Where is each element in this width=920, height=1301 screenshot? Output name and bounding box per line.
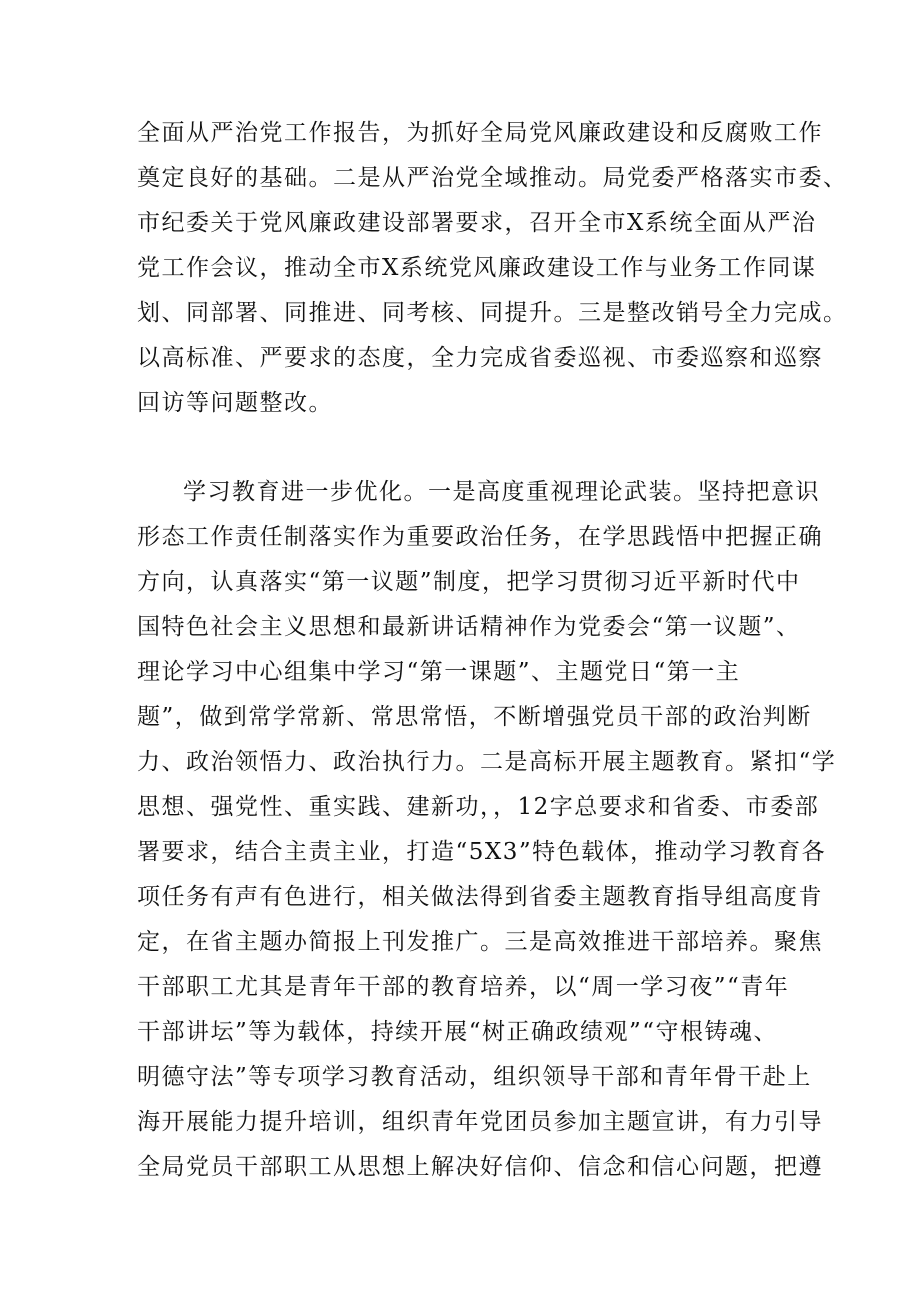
paragraph-2-line-12: 干部职工尤其是青年干部的教育培养，以“周一学习夜”“青年 bbox=[137, 974, 790, 1000]
paragraph-2-line-15: 海开展能力提升培训，组织青年党团员参加主题宣讲，有力引导 bbox=[137, 1109, 823, 1135]
paragraph-1-line-6: 以高标准、严要求的态度，全力完成省委巡视、市委巡察和巡察 bbox=[137, 345, 823, 371]
paragraph-2-line-4: 国特色社会主义思想和最新讲话精神作为党委会“第一议题”、 bbox=[137, 614, 801, 640]
paragraph-2-line-7: 力、政治领悟力、政治执行力。二是高标开展主题教育。紧扣“学 bbox=[137, 749, 837, 775]
paragraph-2-line-6: 题”，做到常学常新、常思常悟，不断增强党员干部的政治判断 bbox=[137, 704, 812, 730]
paragraph-2-line-1: 学习教育进一步优化。一是高度重视理论武装。坚持把意识 bbox=[183, 479, 820, 505]
paragraph-2-line-2: 形态工作责任制落实作为重要政治任务，在学思践悟中把握正确 bbox=[137, 524, 823, 550]
paragraph-1-line-1: 全面从严治党工作报告，为抓好全局党风廉政建设和反腐败工作 bbox=[137, 120, 823, 146]
paragraph-2-line-14: 明德守法”等专项学习教育活动，组织领导干部和青年骨干赴上 bbox=[137, 1064, 812, 1090]
paragraph-2-line-13: 干部讲坛”等为载体，持续开展“树正确政绩观”“守根铸魂、 bbox=[137, 1019, 779, 1045]
paragraph-2-line-16: 全局党员干部职工从思想上解决好信仰、信念和信心问题，把遵 bbox=[137, 1154, 823, 1180]
paragraph-1-line-2: 奠定良好的基础。二是从严治党全域推动。局党委严格落实市委、 bbox=[137, 165, 848, 191]
paragraph-1-line-5: 划、同部署、同推进、同考核、同提升。三是整改销号全力完成。 bbox=[137, 300, 848, 326]
paragraph-1-line-3: 市纪委关于党风廉政建设部署要求，召开全市X系统全面从严治 bbox=[137, 210, 817, 236]
paragraph-2-line-8: 思想、强党性、重实践、建新功，，12字总要求和省委、市委部 bbox=[137, 794, 820, 820]
paragraph-1-line-4: 党工作会议，推动全市X系统党风廉政建设工作与业务工作同谋 bbox=[137, 255, 817, 281]
paragraph-2-line-11: 定，在省主题办简报上刊发推广。三是高效推进干部培养。聚焦 bbox=[137, 929, 823, 955]
paragraph-2-line-9: 署要求，结合主责主业，打造“5X3”特色载体，推动学习教育各 bbox=[137, 839, 827, 865]
paragraph-2-line-3: 方向，认真落实“第一议题”制度，把学习贯彻习近平新时代中 bbox=[137, 569, 801, 595]
paragraph-2-line-10: 项任务有声有色进行，相关做法得到省委主题教育指导组高度肯 bbox=[137, 884, 823, 910]
paragraph-2-line-5: 理论学习中心组集中学习“第一课题”、主题党日“第一主 bbox=[137, 659, 741, 685]
paragraph-1-line-7: 回访等问题整改。 bbox=[137, 390, 333, 416]
